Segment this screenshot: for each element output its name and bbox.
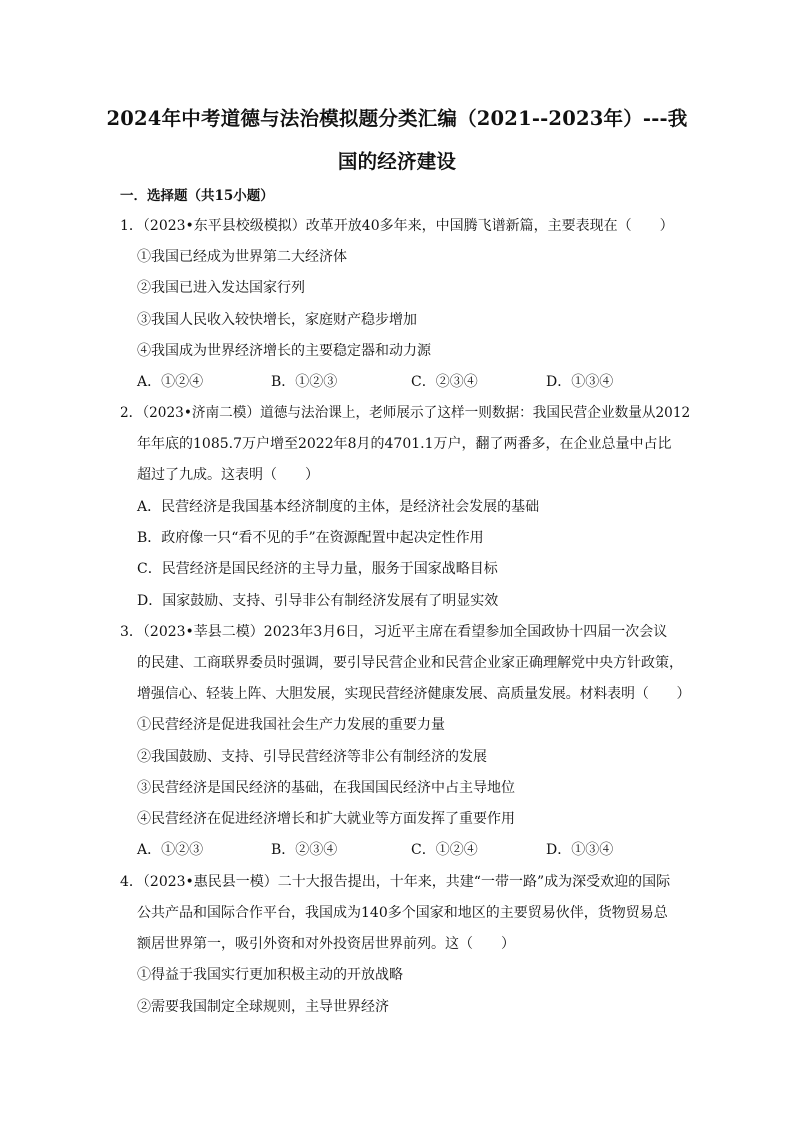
- question-3-choice-c: C．①②④: [411, 842, 478, 858]
- question-3-choice-b: B．②③④: [271, 842, 338, 858]
- question-2-stem-line-1: 2．（2023•济南二模）道德与法治课上，老师展示了这样一则数据：我国民营企业数量从2012: [120, 405, 691, 421]
- question-4-stem-line-1: 4．（2023•惠民县一模）二十大报告提出，十年来，共建“一带一路”成为深受欢迎的国际: [120, 874, 671, 890]
- question-3-stem-line-2: 的民建、工商联界委员时强调，要引导民营企业和民营企业家正确理解党中央方针政策，: [137, 655, 683, 671]
- question-2-choice-a: A．民营经济是我国基本经济制度的主体，是经济社会发展的基础: [137, 499, 540, 515]
- question-1-choice-a: A．①②④: [137, 374, 204, 390]
- question-3-item-2: ②我国鼓励、支持、引导民营经济等非公有制经济的发展: [137, 749, 487, 765]
- question-1-choice-b: B．①②③: [271, 374, 338, 390]
- question-3-item-1: ①民营经济是促进我国社会生产力发展的重要力量: [137, 717, 445, 733]
- question-4-stem-line-2: 公共产品和国际合作平台，我国成为140多个国家和地区的主要贸易伙伴，货物贸易总: [137, 905, 668, 921]
- question-3-item-3: ③民营经济是国民经济的基础，在我国国民经济中占主导地位: [137, 780, 515, 796]
- question-1-item-2: ②我国已进入发达国家行列: [137, 280, 305, 296]
- question-1-item-1: ①我国已经成为世界第二大经济体: [137, 249, 347, 265]
- question-1-choice-c: C．②③④: [411, 374, 478, 390]
- question-3-stem-line-1: 3．（2023•莘县二模）2023年3月6日，习近平主席在看望参加全国政协十四届一次会议: [120, 624, 668, 640]
- question-4-stem-line-3: 额居世界第一，吸引外资和对外投资居世界前列。这（ ）: [137, 936, 515, 952]
- document-title-line-2: 国的经济建设: [337, 150, 457, 173]
- question-1-choice-d: D．①③④: [546, 374, 614, 390]
- question-2-choice-d: D．国家鼓励、支持、引导非公有制经济发展有了明显实效: [137, 593, 499, 609]
- question-3-choice-a: A．①②③: [137, 842, 204, 858]
- question-1-stem: 1．（2023•东平县校级模拟）改革开放40多年来，中国腾飞谱新篇，主要表现在（ ）: [120, 218, 674, 234]
- question-3-item-4: ④民营经济在促进经济增长和扩大就业等方面发挥了重要作用: [137, 811, 515, 827]
- question-2-stem-line-3: 超过了九成。这表明（ ）: [137, 467, 319, 483]
- question-3-choice-d: D．①③④: [546, 842, 614, 858]
- section-heading: 一．选择题（共15小题）: [120, 188, 274, 204]
- question-2-choice-b: B．政府像一只“看不见的手”在资源配置中起决定性作用: [137, 530, 484, 546]
- question-2-stem-line-2: 年年底的1085.7万户增至2022年8月的4701.1万户，翻了两番多，在企业总量中占比: [137, 436, 672, 452]
- question-4-item-1: ①得益于我国实行更加积极主动的开放战略: [137, 967, 403, 983]
- document-title-line-1: 2024年中考道德与法治模拟题分类汇编（2021--2023年）---我: [106, 107, 688, 130]
- question-1-item-3: ③我国人民收入较快增长，家庭财产稳步增加: [137, 312, 417, 328]
- question-4-item-2: ②需要我国制定全球规则，主导世界经济: [137, 999, 389, 1015]
- question-2-choice-c: C．民营经济是国民经济的主导力量，服务于国家战略目标: [137, 561, 498, 577]
- question-1-item-4: ④我国成为世界经济增长的主要稳定器和动力源: [137, 343, 431, 359]
- question-3-stem-line-3: 增强信心、轻装上阵、大胆发展，实现民营经济健康发展、高质量发展。材料表明（ ）: [137, 686, 691, 702]
